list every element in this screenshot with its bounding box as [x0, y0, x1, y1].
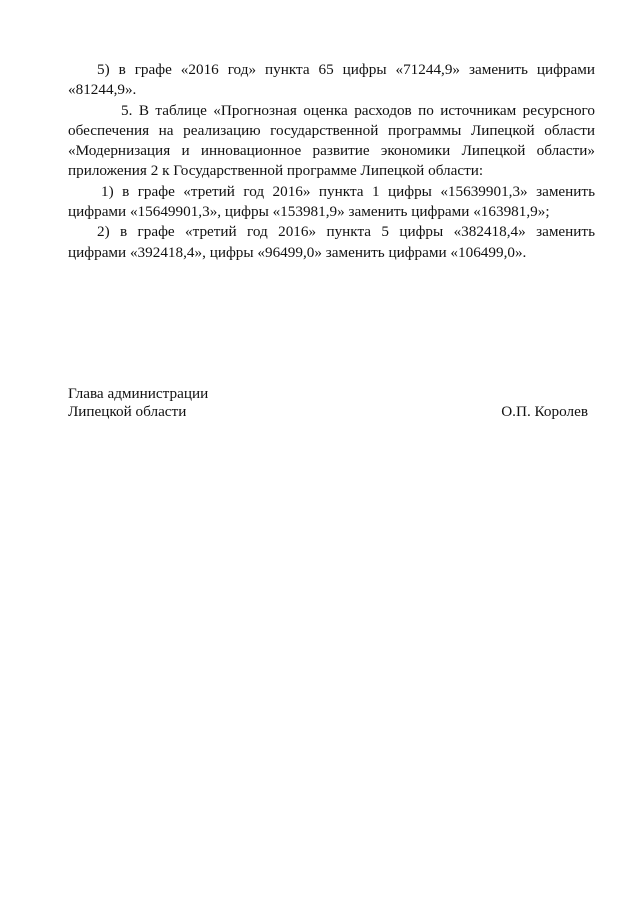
text-line: обеспечения на реализацию государственной программы Липецкой области [68, 121, 595, 139]
text-line: 2) в графе «третий год 2016» пункта 5 цифры «382418,4» заменить [97, 223, 595, 241]
text-line: «Модернизация и инновационное развитие экономики Липецкой области» [68, 142, 595, 160]
document-body [68, 60, 595, 263]
signatory-name: О.П. Королев [501, 403, 588, 420]
text-line: «81244,9». [68, 81, 137, 99]
signatory-region: Липецкой области [68, 403, 187, 420]
text-line: 5) в графе «2016 год» пункта 65 цифры «71244,9» заменить цифрами [97, 61, 595, 78]
text-line: 5. В таблице «Прогнозная оценка расходов по источникам ресурсного [121, 101, 595, 119]
signature-row [68, 403, 595, 421]
text-line: цифрами «15649901,3», цифры «153981,9» заменить цифрами «163981,9»; [68, 203, 550, 221]
signature-block [68, 385, 595, 421]
text-line: приложения 2 к Государственной программе Липецкой области: [68, 162, 484, 180]
text-line: 1) в графе «третий год 2016» пункта 1 цифры «15639901,3» заменить [101, 182, 595, 200]
text-line: цифрами «392418,4», цифры «96499,0» заменить цифрами «106499,0». [68, 243, 527, 261]
signatory-position: Глава администрации [68, 385, 209, 402]
